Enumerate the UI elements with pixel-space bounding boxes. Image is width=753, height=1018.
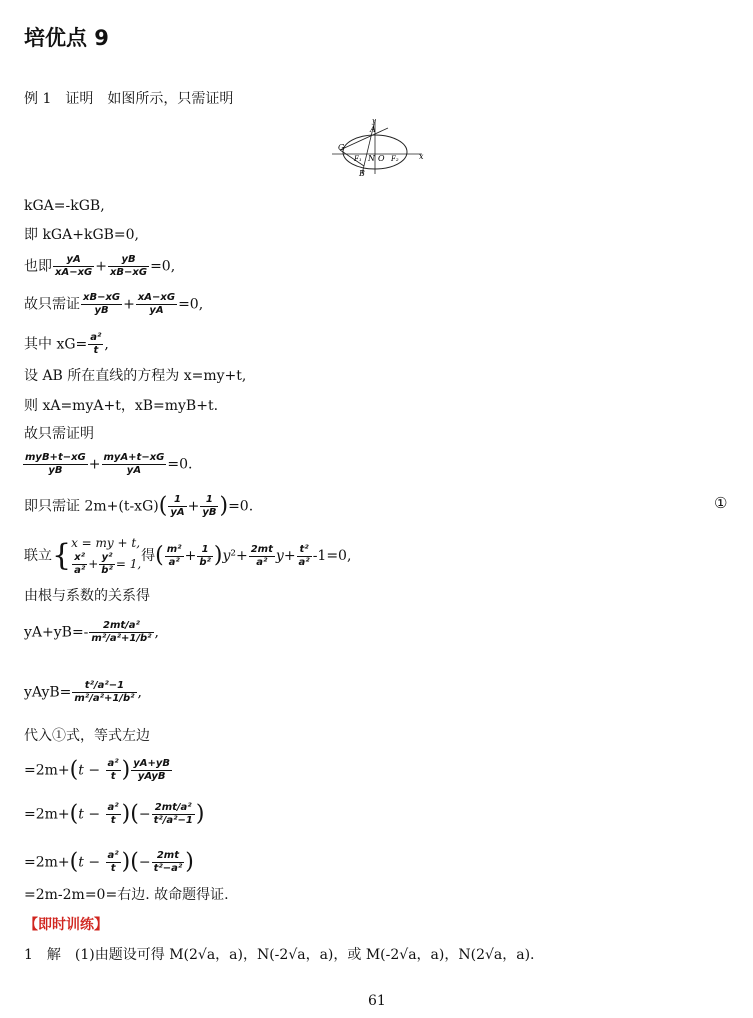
line-19: =2m-2m=0=右边. 故命题得证. — [24, 887, 229, 903]
equation-marker: ① — [714, 494, 728, 512]
line-17: =2m+(t − $\frac{\text{a²}}{t}$ )(− $\frac{\text{2mt/a²}}{\text{t²/a²−1}}$ ) — [24, 801, 205, 827]
line-9: $\frac{\text{myB+t−xG}}{yB}$ + $\frac{\text{myA+t−xG}}{yA}$ =0. — [25, 452, 193, 476]
line-3: 也即 $\frac{yA}{xA-xG}$ + $\frac{yB}{xB-xG}$ =0, — [24, 254, 176, 278]
point-f1-label: F₁ — [354, 155, 362, 163]
page-title: 培优点 9 — [24, 26, 109, 50]
page-number: 61 — [368, 993, 386, 1009]
line-7: 则 xA=myA+t，xB=myB+t. — [24, 398, 219, 414]
point-a-label: A — [370, 125, 376, 134]
line-13: yA+yB=- $\frac{\text{2mt/a²}}{\text{m²/a²+1/b²}}$ , — [24, 620, 159, 644]
point-g-label: G — [338, 143, 345, 152]
line-11: 联立{x = my + t, $\frac{\text{x²}}{\text{a²}}$ + $\frac{\text{y²}}{\text{b²}}$ = 1,得( $\frac{\text{m²}}{\text{a²}}$ + $\frac{1}{\text{b²}}$ )y²+ $\frac{2mt}{\text{a²}}$ y+ $\frac{\text{t²}}{\text{a²}}$ -1=0, — [24, 536, 352, 576]
point-n-label: N — [368, 154, 375, 163]
line-10: 即只需证 2m+(t-xG)( $\frac{1}{yA}$ + $\frac{1}{yB}$ )=0. — [24, 493, 254, 519]
point-b-label: B — [359, 169, 365, 178]
line-6: 设 AB 所在直线的方程为 x=my+t, — [24, 368, 247, 384]
line-12: 由根与系数的关系得 — [24, 588, 150, 604]
line-15: 代入①式，等式左边 — [24, 728, 150, 744]
line-4: 故只需证 $\frac{xB-xG}{yB}$ + $\frac{xA-xG}{yA}$ =0, — [24, 292, 204, 316]
line-18: =2m+(t − $\frac{\text{a²}}{t}$ )(− $\frac{2mt}{\text{t²−a²}}$ ) — [24, 849, 194, 875]
solution-line: 1 解 (1)由题设可得 M(2√a，a)，N(-2√a，a)，或 M(-2√a，a)，N(2√a，a). — [24, 947, 535, 963]
line-1: kGA=-kGB, — [24, 198, 105, 214]
point-f2-label: F₂ — [391, 155, 399, 163]
axis-x-label: x — [419, 152, 424, 161]
axis-y-label: y — [372, 117, 376, 125]
example-intro: 例 1 证明 如图所示，只需证明 — [24, 91, 234, 107]
line-8: 故只需证明 — [24, 426, 94, 442]
line-14: yAyB= $\frac{\text{t²/a²−1}}{\text{m²/a²+1/b²}}$ , — [24, 680, 142, 704]
line-16: =2m+(t − $\frac{\text{a²}}{t}$ ) $\frac{yA+yB}{\text{yAyB}}$ — [24, 757, 171, 783]
line-5: 其中 xG= $\frac{\text{a²}}{t}$ , — [24, 332, 109, 356]
training-heading: 【即时训练】 — [24, 917, 108, 933]
ellipse-diagram — [330, 116, 430, 180]
line-2: 即 kGA+kGB=0, — [24, 227, 140, 243]
point-o-label: O — [378, 154, 385, 163]
